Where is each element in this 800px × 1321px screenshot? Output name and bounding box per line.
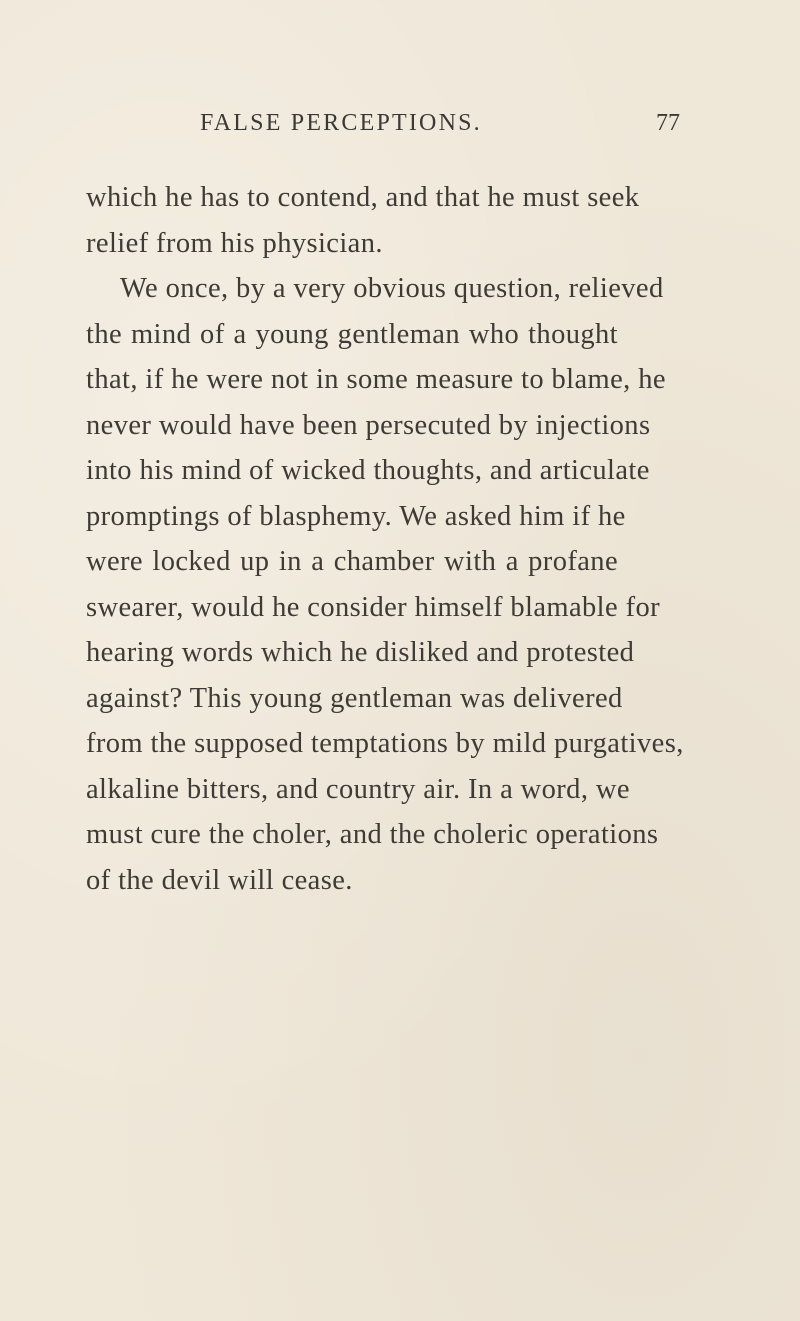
text-line: from the supposed temptations by mild purgatives, — [86, 728, 684, 759]
text-line: We once, by a very obvious question, relieved — [120, 273, 664, 304]
text-line: the mind of a young gentleman who thought — [86, 318, 618, 350]
running-head — [200, 110, 680, 144]
text-line: alkaline bitters, and country air. In a word, we — [86, 773, 630, 805]
text-line: never would have been persecuted by injections — [86, 409, 651, 441]
text-line: promptings of blasphemy. We asked him if he — [86, 500, 626, 532]
text-line: which he has to contend, and that he must seek — [86, 182, 640, 213]
text-line: that, if he were not in some measure to blame, he — [86, 364, 666, 395]
text-line: of the devil will cease. — [86, 864, 353, 896]
text-line: must cure the choler, and the choleric operations — [86, 819, 659, 850]
text-line: relief from his physician. — [86, 227, 383, 259]
page-number: 77 — [656, 110, 680, 136]
text-line: against? This young gentleman was delivered — [86, 682, 623, 714]
text-line: hearing words which he disliked and protested — [86, 637, 635, 668]
text-line: swearer, would he consider himself blamable for — [86, 591, 661, 623]
text-line: into his mind of wicked thoughts, and articulate — [86, 455, 650, 486]
running-head-title: FALSE PERCEPTIONS. — [200, 110, 482, 136]
text-line: were locked up in a chamber with a profane — [86, 546, 618, 577]
body-text — [86, 175, 684, 903]
